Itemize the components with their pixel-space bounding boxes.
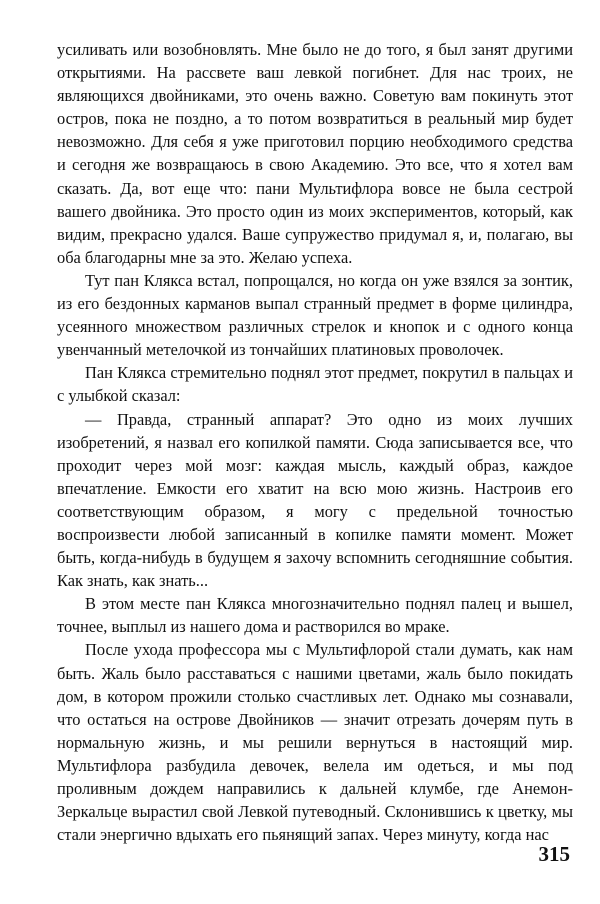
paragraph-after-departure: После ухода профессора мы с Мультифлорой стали думать, как нам быть. Жаль было расставаться с нашими цветами, жаль было покидать дом, в котором прожили столько счастливых лет. Однако мы сознавали, что остаться на острове Двойников — значит отрезать дочерям путь в нормальную жизнь, и мы решили вернуться в настоящий мир. Мультифлора разбудила девочек, велела им одеться, и мы под проливным дождем направились к дальней клумбе, где Анемон-Зеркальце вырастил свой Левкой путеводный. Склонившись к цветку, мы стали энергично вдыхать его пьянящий запах. Через минуту, когда нас — [57, 640, 573, 845]
paragraph-memory-bank-speech: — Правда, странный аппарат? Это одно из моих лучших изобретений, я назвал его копилкой памяти. Сюда записывается все, что проходит через мой мозг: каждая мысль, каждый образ, каждое впечатление. Емкости его хватит на всю мою жизнь. Настроив его соответствующим образом, я могу с предельной точностью воспроизвести любой записанный в копилке памяти момент. Может быть, когда-нибудь в будущем я захочу вспомнить сегодняшние события. Как знать, как знать... — [57, 409, 573, 591]
body-text — [57, 38, 573, 846]
paragraph-klyaksa-picks-up: Пан Клякса стремительно поднял этот предмет, покрутил в пальцах и с улыбкой сказал: — [57, 363, 573, 406]
paragraph-klyaksa-exits: В этом месте пан Клякса многозначительно поднял палец и вышел, точнее, выплыл из нашего дома и растворился во мраке. — [57, 594, 573, 637]
paragraph-continuation: усиливать или возобновлять. Мне было не до того, я был занят другими открытиями. На рассвете ваш левкой погибнет. Для нас троих, не являющихся двойниками, это очень важно. Советую вам покинуть этот остров, пока не поздно, а то потом возвратиться в реальный мир будет невозможно. Для себя я уже приготовил порцию необходимого средства и сегодня же возвращаюсь в свою Академию. Это все, что я хотел вам сказать. Да, вот еще что: пани Мультифлора вовсе не была сестрой вашего двойника. Это просто один из моих экспериментов, который, как видим, прекрасно удался. Ваше супружество придумал я, и, полагаю, вы оба благодарны мне за это. Желаю успеха. — [57, 40, 573, 267]
page-number: 315 — [538, 842, 570, 866]
paragraph-klyaksa-leaves: Тут пан Клякса встал, попрощался, но когда он уже взялся за зонтик, из его бездонных карманов выпал странный предмет в форме цилиндра, усеянного множеством различных стрелок и кнопок и с одного конца увенчанный метелочкой из тончайших платиновых проволочек. — [57, 270, 573, 360]
